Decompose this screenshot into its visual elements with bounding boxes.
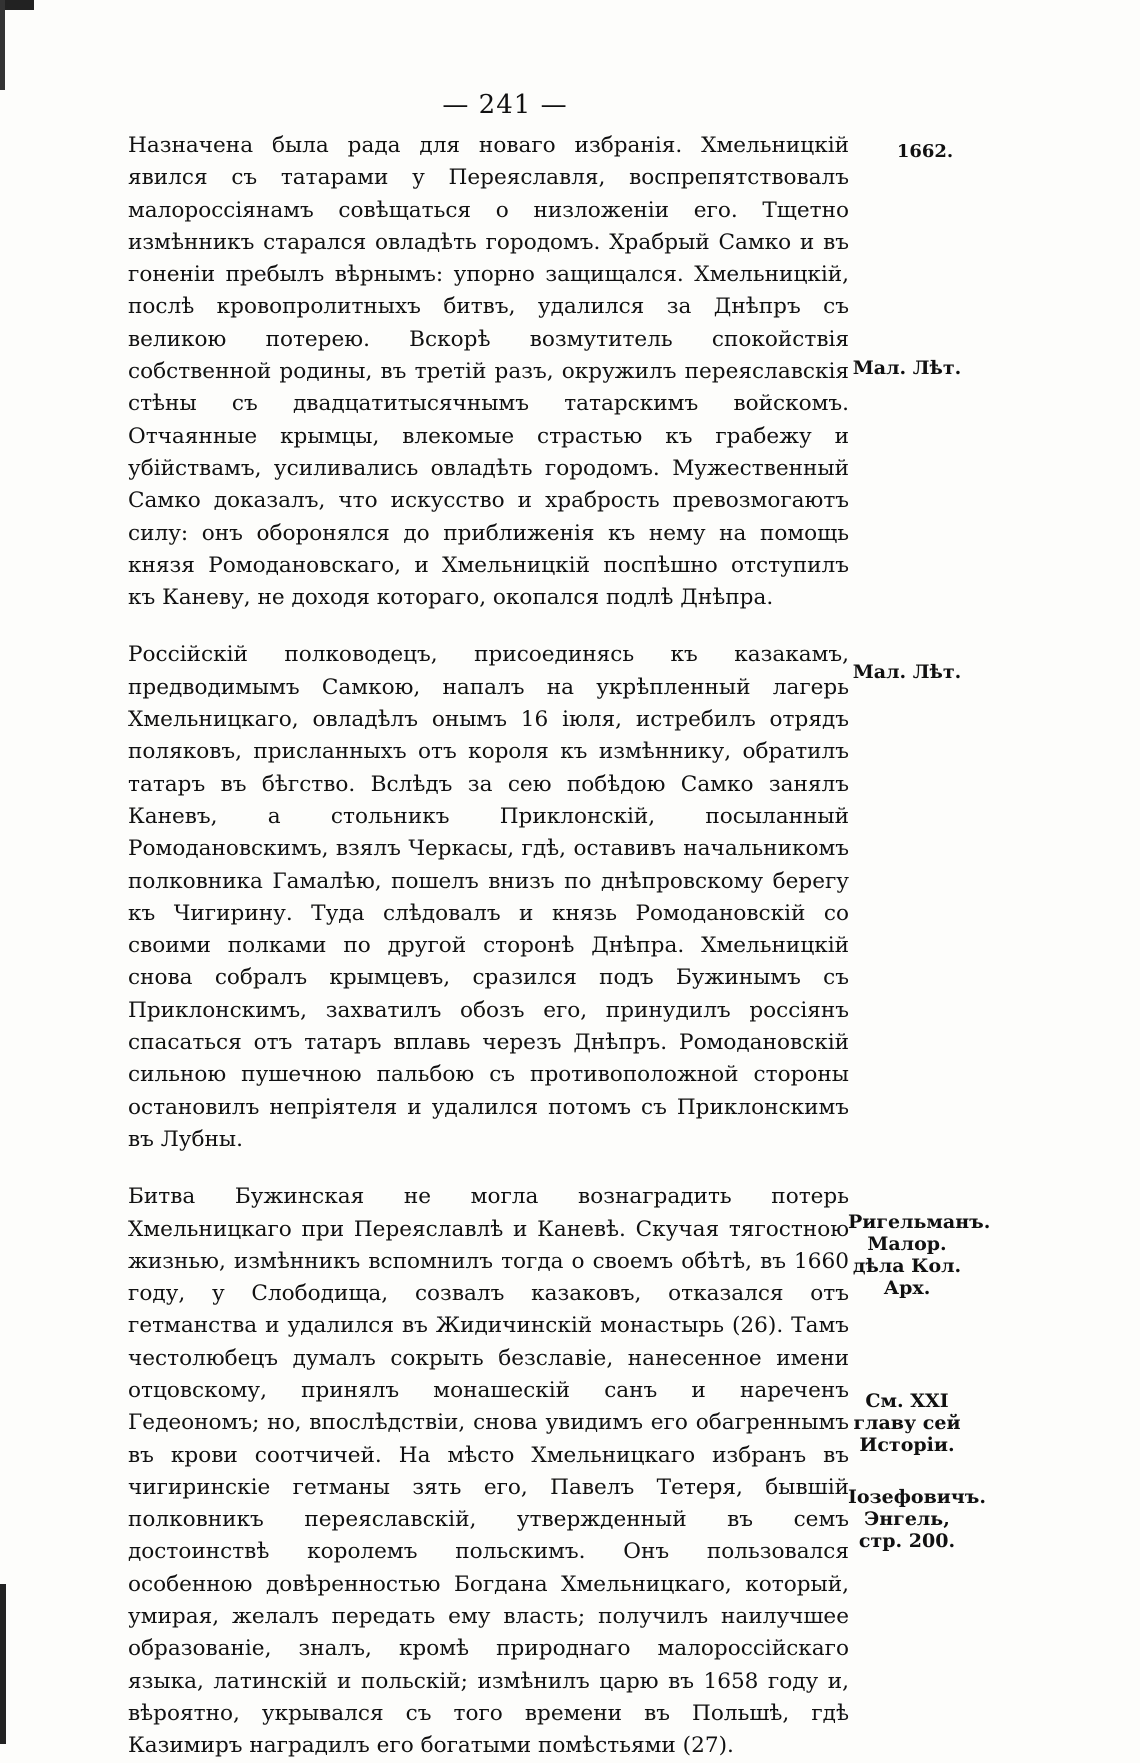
paragraph-2: Россійскій полководецъ, присоединясь къ казакамъ, предводимымъ Самкою, напалъ на укрѣпленный лагерь Хмельницкаго, овладѣлъ онымъ 16 іюля, истребилъ отрядъ поляковъ, присланныхъ отъ короля къ измѣннику, обратилъ татаръ въ бѣгство. Вслѣдъ за сею побѣдою Самко занялъ Каневъ, а стольникъ Приклонскій, посыланный Ромодановскимъ, взялъ Черкасы, гдѣ, оставивъ начальникомъ полковника Гамалѣю, пошелъ внизъ по днѣпровскому берегу къ Чигирину. Туда слѣдовалъ и князь Ромодановскій со своими полками по другой сторонѣ Днѣпра. Хмельницкій снова собралъ крымцевъ, сразился подъ Бужинымъ съ Приклонскимъ, захватилъ обозъ его, принудилъ россіянъ спасаться отъ татаръ вплавь черезъ Днѣпръ. Ромодановскій сильною пушечною пальбою съ противоположной стороны остановилъ непріятеля и удалился потомъ съ Приклонскимъ въ Лубны. <box>128 642 849 1152</box>
margin-note-mal-let-1: Мал. Лѣт. <box>852 357 962 379</box>
scan-edge-mark <box>0 0 5 90</box>
margin-note-mal-let-2: Мал. Лѣт. <box>852 661 962 683</box>
paragraph-1: Назначена была рада для новаго избранія. Хмельницкій явился съ татарами у Переяславля, воспрепятствовалъ малороссіянамъ совѣщаться о низложеніи его. Тщетно измѣнникъ старался овладѣть городомъ. Храбрый Самко и въ гоненіи пребылъ вѣрнымъ: упорно защищался. Хмельницкій, послѣ кровопролитныхъ битвъ, удалился за Днѣпръ съ великою потерею. Вскорѣ возмутитель спокойствія собственной родины, въ третій разъ, окружилъ переяславскія стѣны съ двадцатитысячнымъ татарскимъ войскомъ. Отчаянные крымцы, влекомые страстью къ грабежу и убійствамъ, усиливались овладѣть городомъ. Мужественный Самко доказалъ, что искусство и храбрость превозмогаютъ силу: онъ оборонялся до приближенія къ нему на помощь князя Ромодановскаго, и Хмельницкій поспѣшно отступилъ къ Каневу, не доходя котораго, окопался подлѣ Днѣпра. <box>128 133 849 611</box>
main-text <box>128 130 849 1763</box>
scan-edge-mark <box>0 0 34 10</box>
margin-note-iozefovich: Іозефовичъ. Энгель, стр. 200. <box>848 1486 986 1552</box>
scan-edge-mark <box>0 1584 6 1744</box>
margin-note-rigelman: Ригельманъ. Малор. дѣла Кол. Арх. <box>848 1211 991 1299</box>
margin-note-sm-xxi: См. XXI главу сей Исторіи. <box>853 1390 961 1456</box>
page-number: — 241 — <box>442 90 568 120</box>
paragraph-3: Битва Бужинская не могла вознаградить потерь Хмельницкаго при Переяславлѣ и Каневѣ. Скучая тягостною жизнью, измѣнникъ вспомнилъ тогда о своемъ обѣтѣ, въ 1660 году, у Слободища, созвалъ казаковъ, отказался отъ гетманства и удалился въ Жидичинскій монастырь (26). Тамъ честолюбецъ думалъ сокрыть безславіе, нанесенное имени отцовскому, принялъ монашескій санъ и нареченъ Гедеономъ; но, впослѣдствіи, снова увидимъ его обагреннымъ въ крови соотчичей. На мѣсто Хмельницкаго избранъ въ чигиринскіе гетманы зять его, Павелъ Тетеря, бывшій полковникъ переяславскій, утвержденный въ семъ достоинствѣ королемъ польскимъ. Онъ пользовался особенною довѣренностью Богдана Хмельницкаго, который, умирая, желалъ передать ему власть; получилъ наилучшее образованіе, зналъ, кромѣ природнаго малороссійскаго языка, латинскій и польскій; измѣнилъ царю въ 1658 году и, вѣроятно, укрывался съ того времени въ Польшѣ, гдѣ Казимиръ наградилъ его богатыми помѣстьями (27). <box>128 1184 849 1759</box>
margin-year: 1662. <box>896 141 954 162</box>
